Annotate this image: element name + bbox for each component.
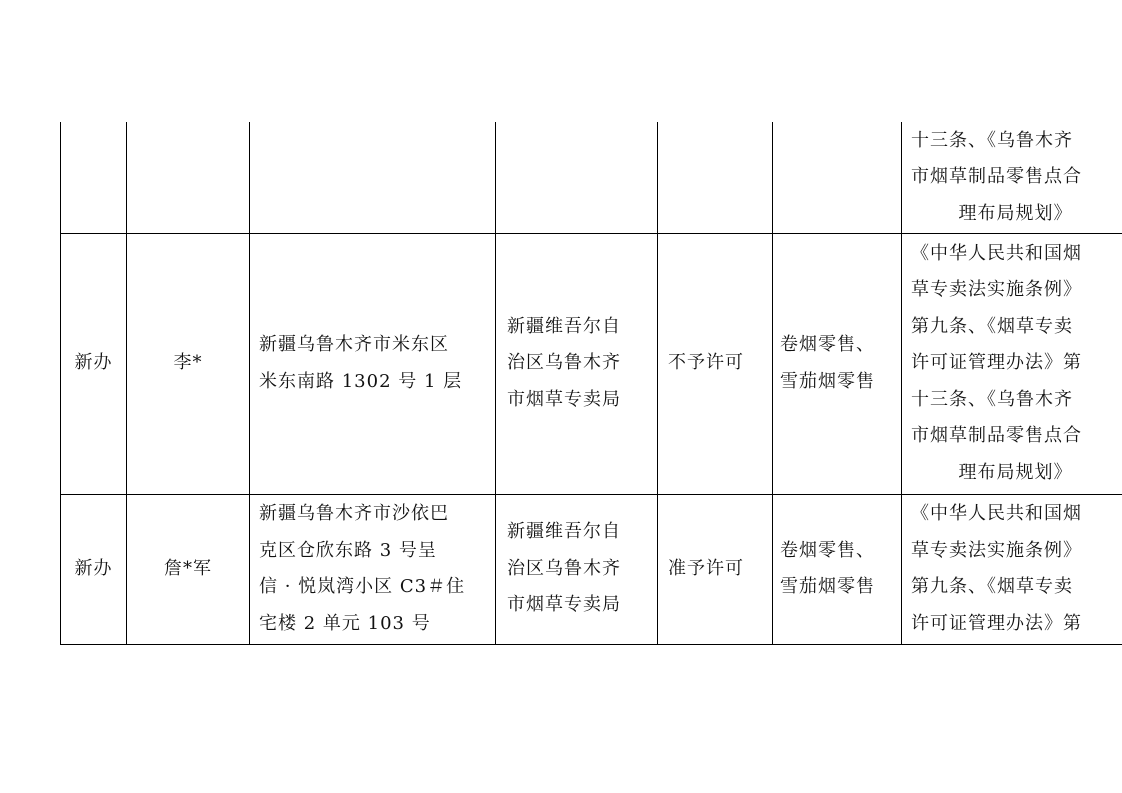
address-line: 米东南路 1302 号 1 层 <box>259 370 463 392</box>
basis-line: 第九条、《烟草专卖 <box>911 315 1073 337</box>
basis-line: 市烟草制品零售点合 <box>911 425 1082 447</box>
basis-line: 第九条、《烟草专卖 <box>911 576 1073 597</box>
decision-cell: 准予许可 <box>658 494 773 644</box>
decision-cell <box>658 122 773 233</box>
license-table-fragment <box>60 122 1082 645</box>
scope-line: 雪茄烟零售 <box>780 576 875 597</box>
authority-cell <box>496 233 658 494</box>
authority-cell <box>496 122 658 233</box>
basis-line: 许可证管理办法》第 <box>911 352 1082 374</box>
name-cell <box>127 122 250 233</box>
address-line: 宅楼 2 单元 103 号 <box>259 612 431 634</box>
name-cell: 詹*军 <box>127 494 250 644</box>
type-cell: 新办 <box>61 233 127 494</box>
table-row <box>61 122 1122 233</box>
decision-cell: 不予许可 <box>658 233 773 494</box>
scope-line: 卷烟零售、 <box>780 334 875 355</box>
basis-line: 草专卖法实施条例》 <box>911 539 1082 561</box>
scope-cell <box>773 122 902 233</box>
authority-cell <box>496 494 658 644</box>
scope-line: 雪茄烟零售 <box>780 370 875 392</box>
type-cell: 新办 <box>61 494 127 644</box>
basis-line: 理布局规划》 <box>958 461 1073 483</box>
basis-cell <box>902 122 1122 233</box>
table-row <box>61 233 1122 494</box>
scope-cell <box>773 494 902 644</box>
basis-line: 理布局规划》 <box>958 202 1073 224</box>
address-cell <box>250 233 496 494</box>
basis-line: 市烟草制品零售点合 <box>911 166 1082 187</box>
address-cell <box>250 494 496 644</box>
scope-line: 卷烟零售、 <box>780 539 875 561</box>
basis-line: 《中华人民共和国烟 <box>911 503 1082 524</box>
scope-cell <box>773 233 902 494</box>
address-cell <box>250 122 496 233</box>
basis-line: 草专卖法实施条例》 <box>911 279 1082 301</box>
address-line: 新疆乌鲁木齐市米东区 <box>259 334 449 355</box>
authority-line: 新疆维吾尔自 <box>507 315 621 337</box>
authority-line: 新疆维吾尔自 <box>507 521 621 543</box>
table-row <box>61 494 1122 644</box>
basis-line: 十三条、《乌鲁木齐 <box>911 388 1073 410</box>
license-table <box>60 122 1122 645</box>
authority-line: 治区乌鲁木齐 <box>507 352 621 374</box>
address-line: 新疆乌鲁木齐市沙依巴 <box>259 503 449 524</box>
basis-cell <box>902 233 1122 494</box>
address-line: 信 · 悦岚湾小区 C3＃住 <box>259 576 466 597</box>
basis-cell <box>902 494 1122 644</box>
basis-line: 十三条、《乌鲁木齐 <box>911 129 1073 151</box>
authority-line: 市烟草专卖局 <box>507 594 621 616</box>
name-cell: 李* <box>127 233 250 494</box>
authority-line: 治区乌鲁木齐 <box>507 557 621 579</box>
basis-line: 《中华人民共和国烟 <box>911 242 1082 264</box>
authority-line: 市烟草专卖局 <box>507 388 621 410</box>
basis-line: 许可证管理办法》第 <box>911 612 1082 634</box>
address-line: 克区仓欣东路 3 号呈 <box>259 539 437 561</box>
type-cell <box>61 122 127 233</box>
